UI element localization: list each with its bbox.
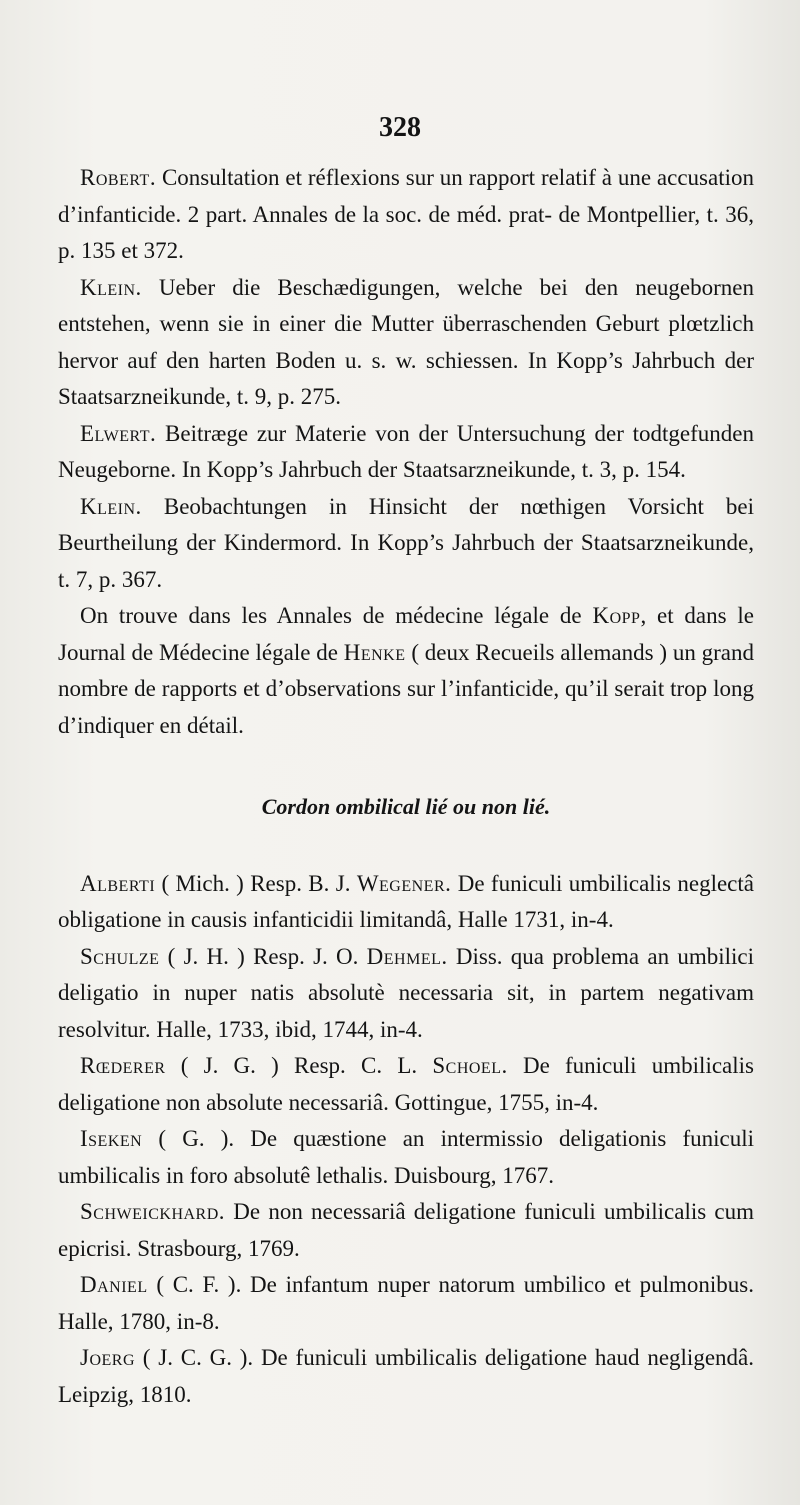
entry-author: Schweickhard.	[80, 1199, 226, 1224]
bibliography-entry	[58, 1194, 754, 1267]
entry-author: Klein.	[80, 274, 142, 300]
entry-text: Beitræge zur Materie von der Untersuchung der todtgefunden Neugeborne. In Kopp’s Jahrbuch der Staatsarzneikunde, t. 3, p. 154.	[58, 420, 754, 482]
entry-respondent: Dehmel.	[366, 943, 448, 969]
entry-text: Ueber die Beschædigungen, welche bei den neugebornen entstehen, wenn sie in einer die Mutter überraschenden Geburt plœtzlich hervor auf den harten Boden u. s. w. schiessen. In Kopp’s Jahrbuch der Staatsarzneikunde, t. 9, p. 275.	[58, 274, 754, 409]
entry-text: Beobachtungen in Hinsicht der nœthigen Vorsicht bei Beurtheilung der Kindermord. In Kopp’s Jahrbuch der Staatsarzneikunde, t. 7, p. 367.	[58, 493, 754, 592]
note-name-henke: Henke	[343, 639, 406, 665]
note-text: On trouve dans les Annales de médecine légale de	[80, 603, 593, 628]
entry-text: ( J. H. ) Resp. J. O.	[159, 943, 367, 969]
entry-author: Daniel	[80, 1272, 148, 1297]
entry-text: ( Mich. ) Resp. B. J.	[155, 870, 357, 896]
entry-author: Joerg	[80, 1345, 136, 1370]
entry-text: ( C. F. ). De infantum nuper natorum umbilico et pulmonibus. Halle, 1780, in-8.	[58, 1272, 754, 1334]
note-text: ( deux Recueils allemands ) un grand nombre de rapports et d’observations sur l’infanticide, qu’il serait trop long d’indiquer en détail.	[58, 639, 754, 738]
entry-author: Alberti	[80, 870, 156, 896]
entry-author: Rœderer	[80, 1053, 166, 1078]
entry-text: Consultation et réflexions sur un rapport relatif à une accusation d’infanticide. 2 part. Annales de la soc. de méd. prat- de Montpellier, t. 36, p. 135 et 372.	[58, 165, 754, 263]
entry-author: Iseken	[80, 1126, 143, 1151]
entry-author: Robert.	[80, 165, 157, 190]
note-text: , et dans le Journal de Médecine légale de	[58, 603, 754, 665]
entry-text: ( J. G. ) Resp. C. L.	[165, 1053, 433, 1078]
entry-respondent: Wegener.	[356, 870, 452, 896]
entry-text: De funiculi umbilicalis neglectâ obligatione in causis infanticidii limitandâ, Halle 1731, in-4.	[58, 870, 754, 932]
bibliography-entry	[58, 270, 754, 416]
entry-text: De non necessariâ deligatione funiculi umbilicalis cum epicrisi. Strasbourg, 1769.	[58, 1199, 754, 1261]
page-body	[58, 160, 754, 1413]
bibliography-entry	[58, 489, 754, 599]
bibliography-entry	[58, 416, 754, 489]
bibliography-entry	[58, 939, 754, 1049]
entry-text: Diss. qua problema an umbilici deligatio in nuper natis absolutè necessaria sit, in partem negativam resolvitur. Halle, 1733, ibid, 1744, in-4.	[58, 943, 754, 1042]
entry-author: Klein.	[80, 493, 142, 519]
page-number: 328	[379, 112, 421, 143]
entry-text: ( J. C. G. ). De funiculi umbilicalis deligatione haud negligendâ. Leipzig, 1810.	[58, 1345, 754, 1407]
bibliography-entry	[58, 866, 754, 939]
bibliography-entry	[58, 1121, 754, 1194]
entry-text: ( G. ). De quæstione an intermissio deligationis funiculi umbilicalis in foro absolutê lethalis. Duisbourg, 1767.	[58, 1126, 754, 1188]
bibliography-entry	[58, 1340, 754, 1413]
note-name-kopp: Kopp	[592, 603, 641, 628]
entry-respondent: Schoel.	[432, 1053, 508, 1078]
bibliography-entry	[58, 1267, 754, 1340]
editorial-note	[58, 598, 754, 744]
bibliography-entry	[58, 1048, 754, 1121]
bibliography-entry	[58, 160, 754, 270]
section-heading: Cordon ombilical lié ou non lié.	[261, 794, 551, 819]
entry-text: De funiculi umbilicalis deligatione non absolute necessariâ. Gottingue, 1755, in-4.	[58, 1053, 754, 1115]
entry-author: Elwert.	[80, 420, 157, 446]
entry-author: Schulze	[80, 943, 160, 969]
